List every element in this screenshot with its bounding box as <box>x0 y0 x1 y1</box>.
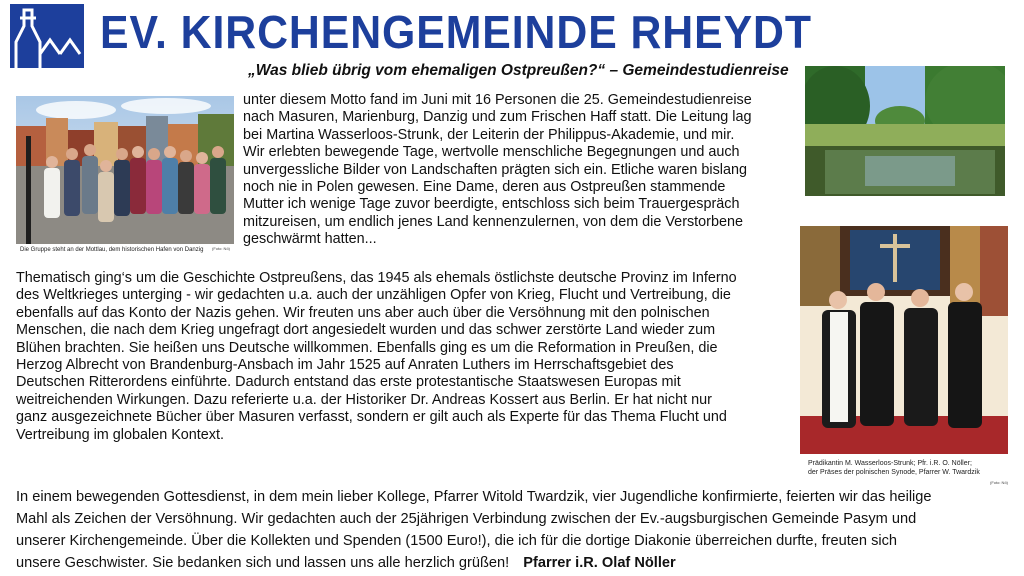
landscape-photo <box>805 66 1005 196</box>
clergy-photo <box>800 226 1008 454</box>
closing-text: unsere Geschwister. Sie bedanken sich und lassen uns alle herzlich grüßen! <box>16 555 510 571</box>
text-line: bei Martina Wasserloos-Strunk, der Leiterin der Philippus-Akademie, und mir. <box>243 126 735 143</box>
text-line: In einem bewegenden Gottesdienst, in dem mein lieber Kollege, Pfarrer Witold Twardzik, vier Jugendliche konfirmierte, feierten wir das heilige <box>16 489 932 505</box>
text-line: geschwärmt hatten... <box>243 231 377 248</box>
page-subtitle: „Was blieb übrig vom ehemaligen Ostpreußen?“ – Gemeindestudienreise <box>248 62 789 79</box>
text-line: unserer Kirchengemeinde. Über die Kollekten und Spenden (1500 Euro!), die ich für die dortige Diakonie überreichen durfte, freuten sich <box>16 533 898 549</box>
text-line: nach Masuren, Marienburg, Danzig und zum Frischen Haff statt. Die Leitung lag <box>243 109 752 126</box>
text-line: Wir erlebten bewegende Tage, wertvolle menschliche Begegnungen und auch <box>243 144 740 161</box>
page-title: EV. KIRCHENGEMEINDE RHEYDT <box>100 6 812 58</box>
text-line: weitreichenden Wirkungen. Dazu referierte u.a. der Historiker Dr. Andreas Kossert aus Berlin. Er hat nicht nur <box>16 391 712 408</box>
group-photo <box>16 96 234 244</box>
text-line: Blühen brachten. Sie heißen uns Deutsche willkommen. Ebenfalls ging es um die Reformation in Preußen, die <box>16 339 718 356</box>
text-line: ganz ausgezeichnete Bücher über Masuren verfasst, sondern er gilt auch als Experte für das Thema Flucht und <box>16 409 727 426</box>
clergy-photo-image <box>800 226 1008 454</box>
paragraph-intro <box>243 92 752 249</box>
church-logo-icon <box>10 4 84 68</box>
text-line: Deutschen Ritterordens einführte. Dadurch entstand das erste protestantische Staatswesen Europas mit <box>16 374 681 391</box>
text-line: Menschen, die nach dem Krieg ungefragt dort angesiedelt wurden und das schwer zerstörte Land wieder zum <box>16 322 716 339</box>
signature: Pfarrer i.R. Olaf Nöller <box>523 555 676 571</box>
text-line: ebenfalls auf das Konto der Nazis gehen. Wir freuten uns aber auch über die Versöhnung mit den polnischen <box>16 304 710 321</box>
text-line: noch nie in Polen gewesen. Eine Dame, deren aus Ostpreußen stammende <box>243 179 726 196</box>
text-line: Mahl als Zeichen der Versöhnung. Wir gedachten auch der 25jährigen Verbindung zwischen der Ev.-augsburgischen Gemeinde Pasym und <box>16 511 917 527</box>
group-photo-image <box>16 96 234 244</box>
paragraph-history <box>16 270 737 444</box>
text-line: unter diesem Motto fand im Juni mit 16 Personen die 25. Gemeindestudienreise <box>243 92 752 108</box>
paragraph-service <box>16 486 932 574</box>
text-line: des Weltkrieges unterging - wir gedachten u.a. auch der unzähligen Opfer von Krieg, Flucht und Vertreibung, die <box>16 287 731 304</box>
text-line: Mutter ich wenige Tage zuvor beerdigte, entschloss sich beim Trauergespräch <box>243 196 740 213</box>
text-line: unvergessliche Bilder von Landschaften prägten sich ein. Etliche waren bislang <box>243 161 747 178</box>
text-line: mitzureisen, um endlich jenes Land kennenzulernen, von dem die Verstorbene <box>243 213 743 230</box>
text-line: Vertreibung im globalen Kontext. <box>16 426 224 443</box>
church-logo <box>10 4 84 68</box>
clergy-photo-credit: (Foto: Nö) <box>990 480 1009 485</box>
landscape-photo-image <box>805 66 1005 196</box>
group-photo-caption: Die Gruppe steht an der Mottlau, dem historischen Hafen von Danzig <box>20 247 204 253</box>
text-line: Herzog Albrecht von Brandenburg-Ansbach im Jahr 1525 auf Anraten Luthers im Herrschaftsgebiet des <box>16 357 674 374</box>
group-photo-credit: (Foto: Nö) <box>212 246 231 251</box>
text-line: Thematisch ging‘s um die Geschichte Ostpreußens, das 1945 als ehemals östlichste deutsche Provinz im Inferno <box>16 270 737 286</box>
text-line-last <box>16 552 932 574</box>
clergy-photo-caption-line2: der Präses der polnischen Synode, Pfarrer W. Twardzik <box>808 469 980 476</box>
clergy-photo-caption-line1: Prädikantin M. Wasserloos-Strunk; Pfr. i.R. O. Nöller; <box>808 460 972 467</box>
